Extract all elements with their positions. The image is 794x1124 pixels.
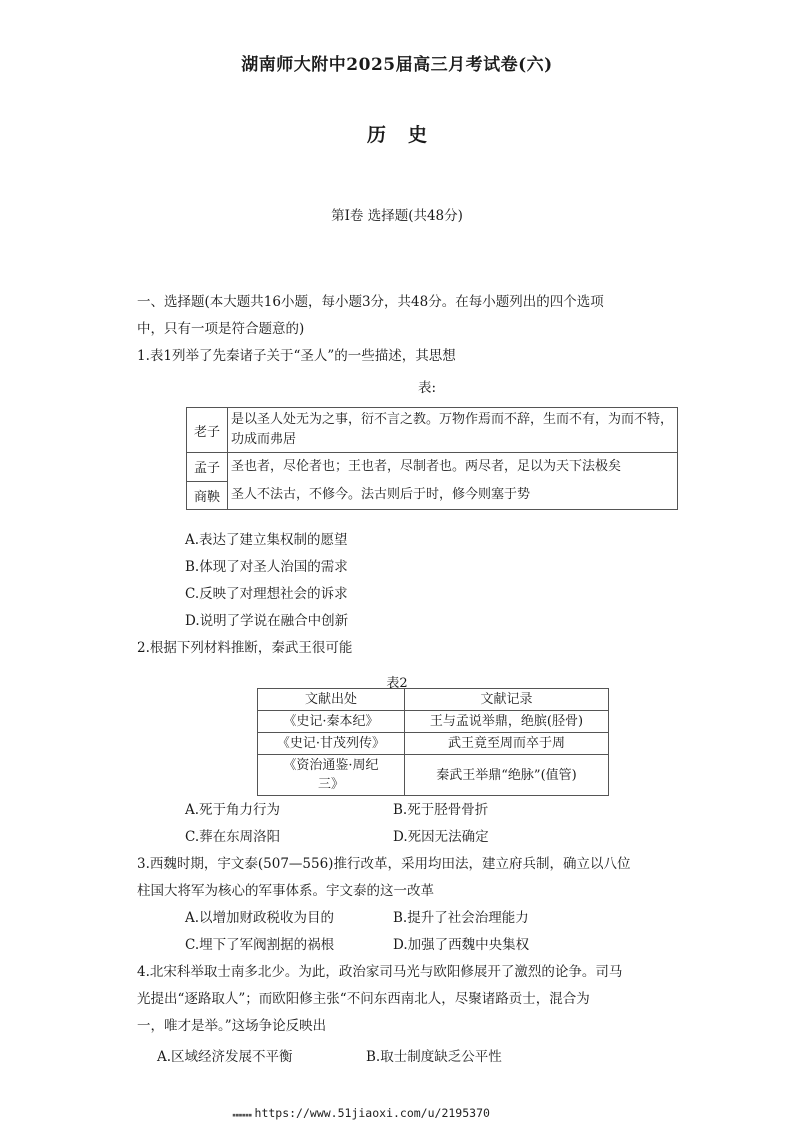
q2-table-caption: 表2: [386, 676, 408, 691]
q1-row-text: 是以圣人处无为之事，衍不言之教。万物作焉而不辞，生而不有，为而不特，功成而弗居: [228, 408, 678, 453]
q3-option-c[interactable]: C.埋下了军阀割据的祸根: [185, 937, 335, 953]
table-row: [258, 711, 609, 733]
q2-header-source: 文献出处: [258, 689, 405, 711]
q3-option-a[interactable]: A.以增加财政税收为目的: [185, 910, 335, 926]
q1-row-name: 商鞅: [187, 481, 228, 510]
q2-source-line1: 《资治通鉴·周纪: [283, 758, 379, 773]
q2-source-line2: 三》: [317, 777, 344, 792]
q3-stem-line2: 柱国大将军为核心的军事体系。宇文泰的这一改革: [137, 883, 434, 899]
q3-option-b[interactable]: B.提升了社会治理能力: [393, 910, 529, 926]
q2-table: [257, 688, 609, 796]
q2-option-a[interactable]: A.死于角力行为: [185, 802, 281, 818]
q2-option-d[interactable]: D.死因无法确定: [393, 829, 489, 845]
q2-cell-record: 武王竟至周而卒于周: [405, 733, 609, 755]
q1-row-text: 圣人不法古，不修今。法古则后于时，修今则塞于势: [231, 487, 531, 502]
section-heading-line1: 一、选择题(本大题共16小题，每小题3分，共48分。在每小题列出的四个选项: [137, 294, 604, 310]
q4-stem-line2: 光提出“逐路取人”；而欧阳修主张“不问东西南北人，尽聚诸路贡士，混合为: [137, 991, 590, 1007]
section-heading-line2: 中，只有一项是符合题意的): [137, 321, 305, 337]
q1-table-label: 表:: [418, 380, 437, 396]
q2-cell-record: 秦武王举鼎“绝脉”(值管): [405, 755, 609, 796]
q1-table: [186, 407, 678, 510]
subject-title: 历史: [366, 124, 449, 146]
q1-row-name: 孟子: [187, 453, 228, 482]
exam-title: 湖南师大附中2025届高三月考试卷(六): [241, 55, 553, 75]
q1-option-b[interactable]: B.体现了对圣人治国的需求: [185, 559, 348, 575]
table-row: [258, 733, 609, 755]
q2-cell-source: 《史记·甘茂列传》: [258, 733, 405, 755]
footer-url[interactable]: https://www.51jiaoxi.com/u/2195370: [254, 1106, 490, 1120]
q4-option-b[interactable]: B.取士制度缺乏公平性: [366, 1049, 502, 1065]
q4-stem-line3: 一，唯才是举。”这场争论反映出: [137, 1018, 327, 1034]
q1-option-c[interactable]: C.反映了对理想社会的诉求: [185, 586, 348, 602]
q2-cell-source: [258, 755, 405, 796]
q1-row-text: 圣也者，尽伦者也；王也者，尽制者也。两尽者，足以为天下法极矣: [231, 459, 622, 474]
table-row: [258, 755, 609, 796]
q2-cell-record: 王与孟说举鼎，绝膑(胫骨): [405, 711, 609, 733]
q1-merged-text: [228, 453, 678, 510]
q1-stem: 1.表1列举了先秦诸子关于“圣人”的一些描述，其思想: [137, 348, 456, 364]
q2-stem: 2.根据下列材料推断，秦武王很可能: [137, 640, 353, 656]
q1-option-a[interactable]: A.表达了建立集权制的愿望: [185, 532, 348, 548]
q2-option-c[interactable]: C.葬在东周洛阳: [185, 829, 281, 845]
q3-stem-line1: 3.西魏时期，宇文泰(507—556)推行改革，采用均田法，建立府兵制，确立以八位: [137, 856, 631, 872]
volume-heading: 第Ⅰ卷 选择题(共48分): [331, 208, 463, 224]
table-row: [187, 408, 678, 453]
q4-option-a[interactable]: A.区域经济发展不平衡: [157, 1049, 293, 1065]
q1-option-d[interactable]: D.说明了学说在融合中创新: [185, 613, 349, 629]
watermark-glyph-icon: ▪▪▪▪▪▪: [232, 1111, 255, 1119]
q2-header-record: 文献记录: [405, 689, 609, 711]
q3-option-d[interactable]: D.加强了西魏中央集权: [393, 937, 530, 953]
table-row: [258, 689, 609, 711]
q4-stem-line1: 4.北宋科举取士南多北少。为此，政治家司马光与欧阳修展开了激烈的论争。司马: [137, 964, 623, 980]
q2-cell-source: 《史记·秦本纪》: [258, 711, 405, 733]
q2-option-b[interactable]: B.死于胫骨骨折: [393, 802, 489, 818]
footer-watermark: [232, 1106, 490, 1120]
q1-row-name: 老子: [187, 408, 228, 453]
table-row: [187, 453, 678, 482]
